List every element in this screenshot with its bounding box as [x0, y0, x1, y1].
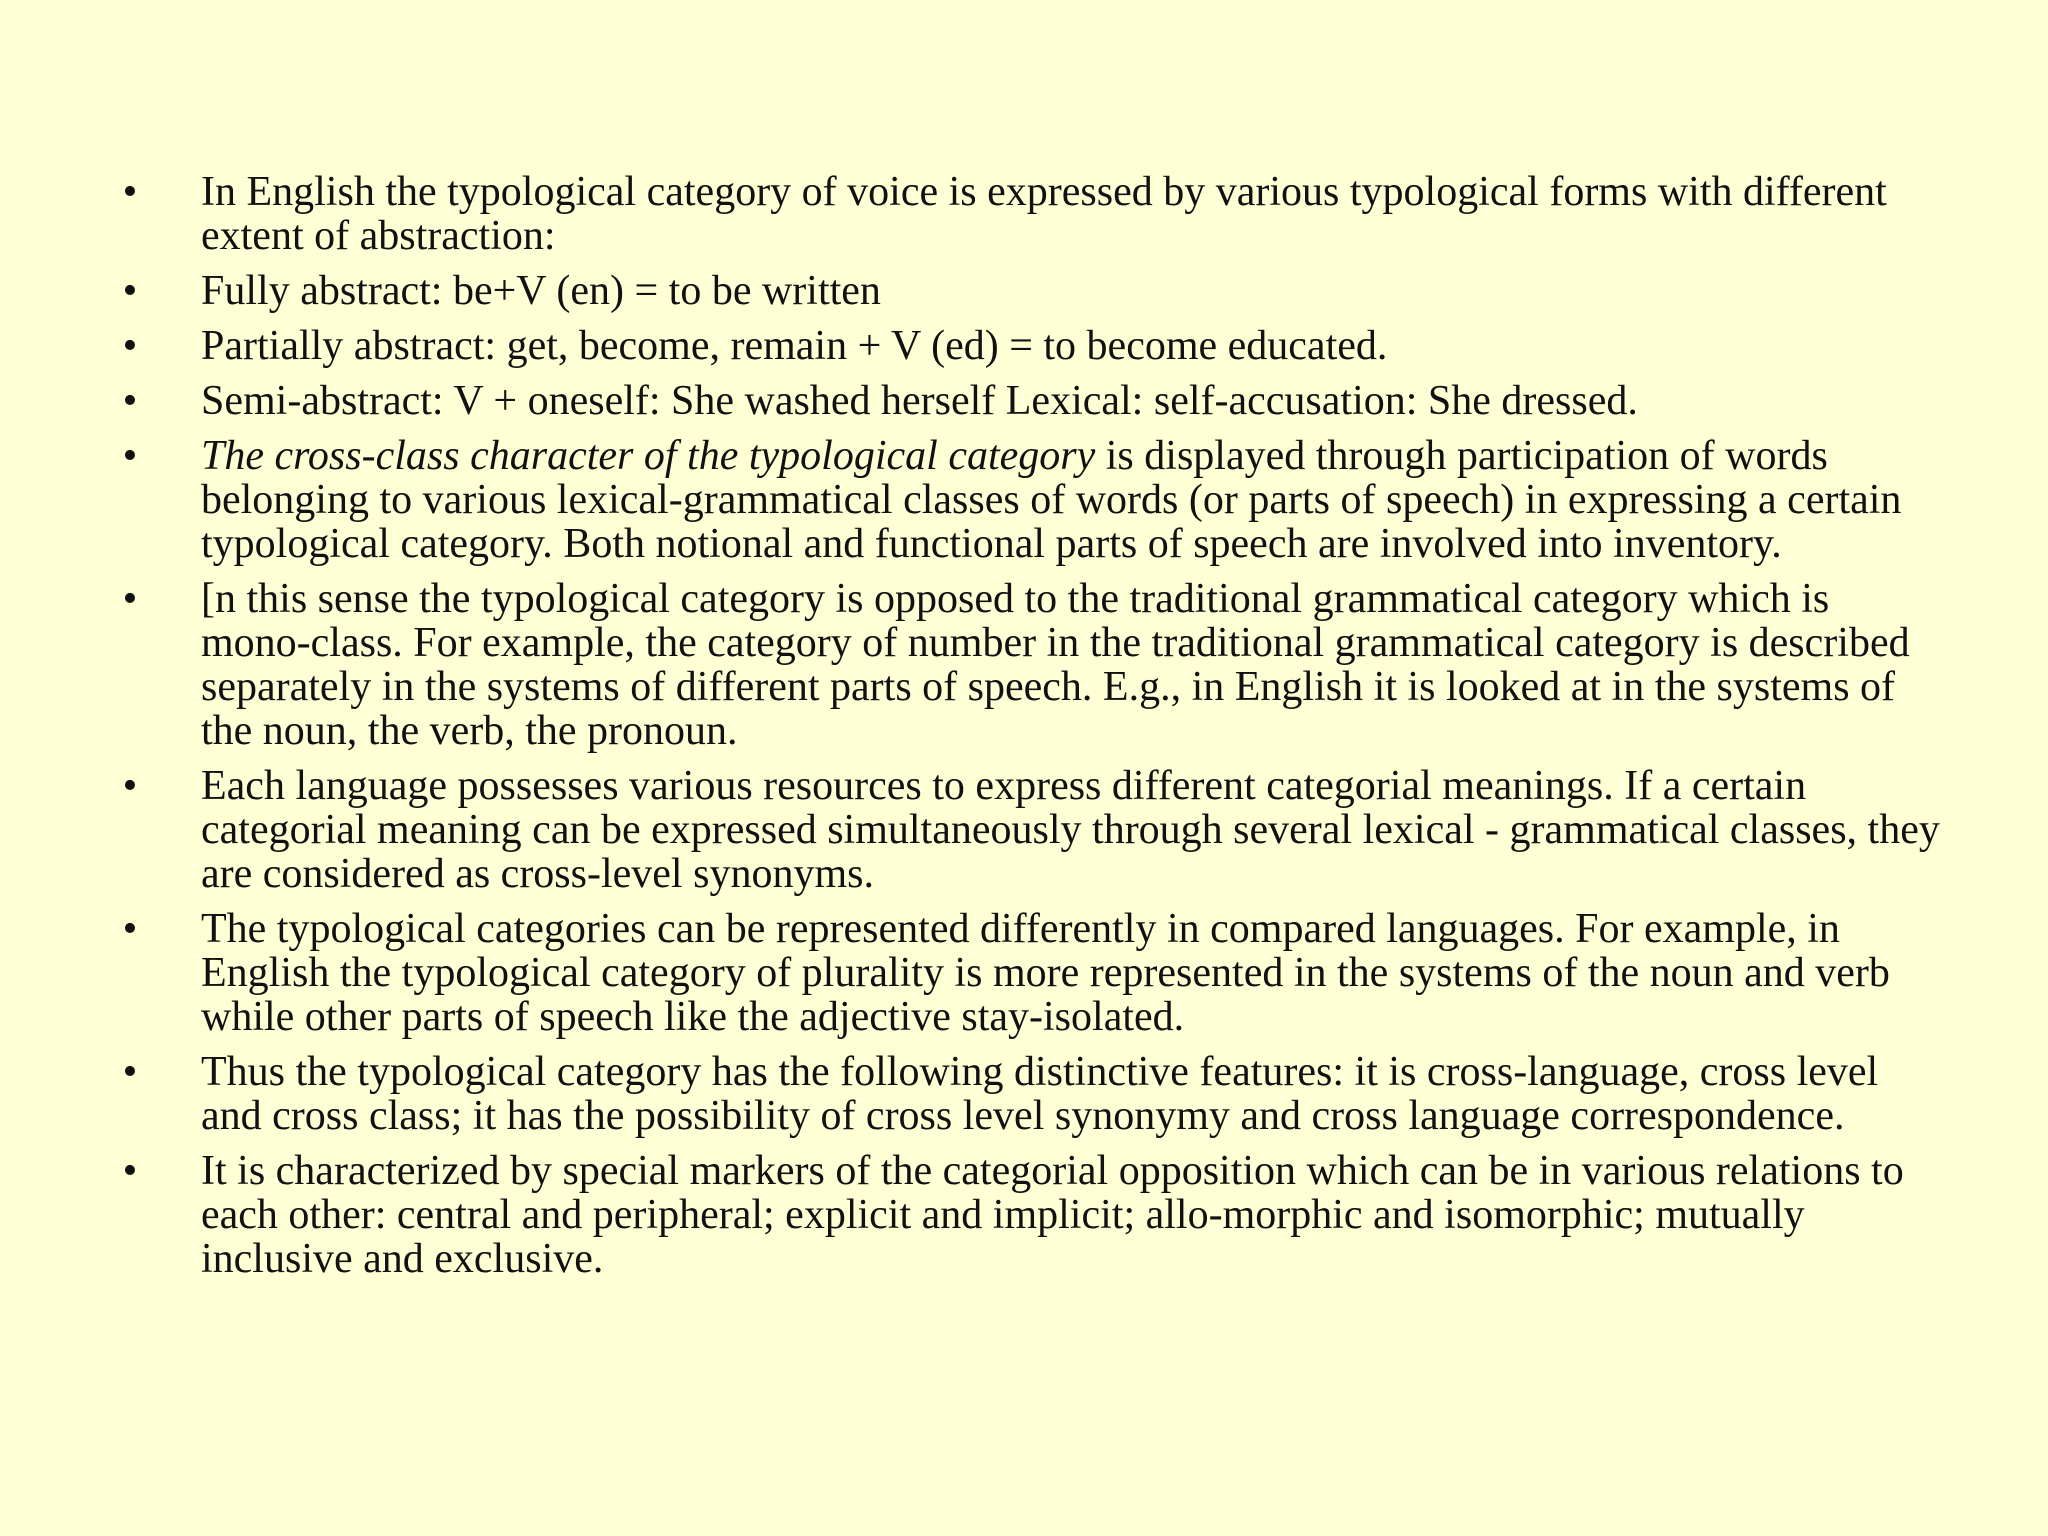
bullet-icon: • — [122, 169, 138, 215]
list-item-text — [201, 1148, 1904, 1282]
list-item-text-body: The typological categories can be represented differently in compared languages. For example, in English the typological category of plurality is more represented in the systems of the noun and verb while other parts of speech like the adjective stay-isolated. — [201, 906, 1890, 1040]
list-item-text — [201, 1049, 1878, 1139]
list-item-text — [201, 576, 1910, 754]
list-item-text — [201, 763, 1940, 897]
list-item — [120, 379, 1940, 423]
list-item-text — [201, 268, 881, 314]
list-item — [120, 170, 1940, 258]
bullet-icon: • — [122, 268, 138, 314]
list-item-text-body: Semi-abstract: V + oneself: She washed herself Lexical: self-accusation: She dressed. — [201, 378, 1638, 424]
italic-term: The cross-class character of the typological category — [201, 433, 1096, 479]
list-item-text — [201, 433, 1901, 567]
list-item — [120, 1050, 1940, 1138]
bullet-icon: • — [122, 323, 138, 369]
bullet-icon: • — [122, 378, 138, 424]
list-item-text — [201, 378, 1638, 424]
list-item — [120, 269, 1940, 313]
list-item-text-body: Thus the typological category has the following distinctive features: it is cross-language, cross level and cross class; it has the possibility of cross level synonymy and cross language correspondence. — [201, 1049, 1879, 1139]
list-item — [120, 434, 1940, 566]
list-item — [120, 577, 1940, 753]
list-item-text-body: is displayed through participation of words belonging to various lexical-grammatical classes of words (or parts of speech) in expressing a certain typological category. Both notional and functional parts of speech are involved into inventory. — [201, 433, 1902, 567]
bullet-icon: • — [122, 433, 138, 479]
bullet-icon: • — [122, 763, 138, 809]
list-item-text-body: It is characterized by special markers of the categorial opposition which can be in various relations to each other: central and peripheral; explicit and implicit; allo-morphic and isomorphic; mutually inclusive and exclusive. — [201, 1148, 1904, 1282]
bullet-list — [120, 170, 1940, 1292]
list-item — [120, 1149, 1940, 1281]
list-item — [120, 907, 1940, 1039]
list-item-text — [201, 323, 1387, 369]
list-item-text-body: Partially abstract: get, become, remain + V (ed) = to become educated. — [201, 323, 1388, 369]
list-item — [120, 764, 1940, 896]
list-item-text — [201, 169, 1887, 259]
bullet-icon: • — [122, 1049, 138, 1095]
list-item-text-body: Each language possesses various resources to express different categorial meanings. If a certain categorial meaning can be expressed simultaneously through several lexical - grammatical classes, they are considered as cross-level synonyms. — [201, 763, 1940, 897]
list-item-text-body: In English the typological category of voice is expressed by various typological forms with different extent of abstraction: — [201, 169, 1887, 259]
list-item-text — [201, 906, 1890, 1040]
list-item-text-body: [n this sense the typological category is opposed to the traditional grammatical category which is mono-class. For example, the category of number in the traditional grammatical category is described separately in the systems of different parts of speech. E.g., in English it is looked at in the systems of the noun, the verb, the pronoun. — [201, 576, 1910, 754]
list-item — [120, 324, 1940, 368]
bullet-icon: • — [122, 576, 138, 622]
bullet-icon: • — [122, 1148, 138, 1194]
bullet-icon: • — [122, 906, 138, 952]
list-item-text-body: Fully abstract: be+V (en) = to be written — [201, 268, 881, 314]
